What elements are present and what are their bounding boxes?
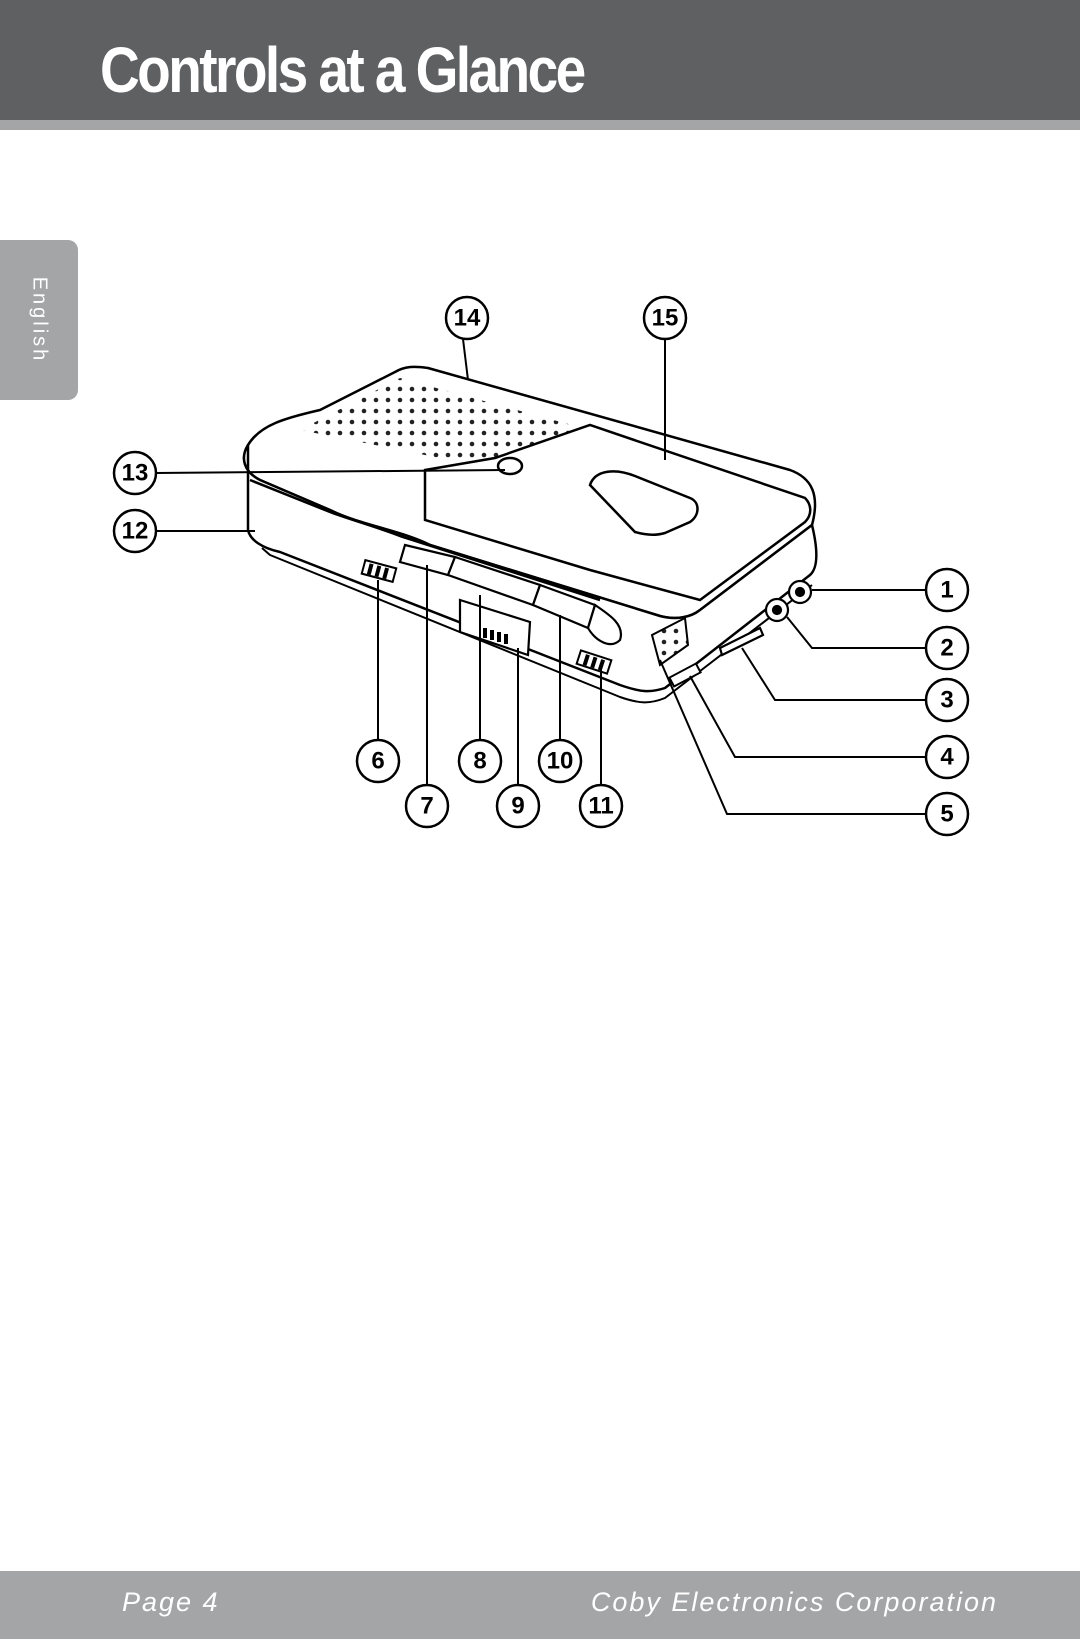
callout-label-1: 1 xyxy=(940,576,954,604)
callout-label-6: 6 xyxy=(371,747,385,775)
company-name: Coby Electronics Corporation xyxy=(590,1587,998,1617)
callout-label-4: 4 xyxy=(940,743,954,771)
callout-label-8: 8 xyxy=(473,747,487,775)
callout-label-3: 3 xyxy=(940,686,954,714)
callout-label-13: 13 xyxy=(121,459,149,487)
language-tab-label: English xyxy=(28,276,51,364)
callout-label-15: 15 xyxy=(651,304,679,332)
callout-label-11: 11 xyxy=(588,792,614,820)
callout-label-7: 7 xyxy=(420,792,434,820)
callout-label-9: 9 xyxy=(511,792,525,820)
page-title: Controls at a Glance xyxy=(100,34,584,106)
callout-label-10: 10 xyxy=(546,747,574,775)
footer-bar xyxy=(0,1571,1080,1639)
callout-label-14: 14 xyxy=(453,304,481,332)
page-number: Page 4 xyxy=(122,1587,220,1617)
callout-label-2: 2 xyxy=(940,634,954,662)
callout-label-5: 5 xyxy=(940,800,954,828)
callout-label-12: 12 xyxy=(121,517,149,545)
